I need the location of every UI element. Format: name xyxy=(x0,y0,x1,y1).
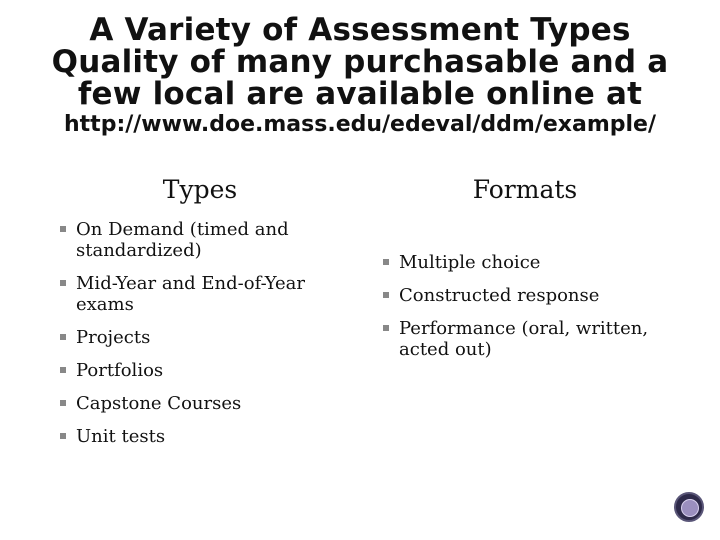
title-line-2: Quality of many purchasable and a xyxy=(51,44,669,80)
list-item xyxy=(383,318,683,360)
bullet-icon xyxy=(60,226,66,232)
title-line-1: A Variety of Assessment Types xyxy=(89,12,631,48)
list-item-text: Unit tests xyxy=(76,426,166,447)
list-item xyxy=(383,285,683,306)
types-list xyxy=(60,219,350,459)
title-line-3: few local are available online at xyxy=(77,76,643,112)
bullet-icon xyxy=(383,325,389,331)
list-item-text: Capstone Courses xyxy=(76,393,242,414)
slide-title xyxy=(0,14,720,138)
list-item xyxy=(60,426,350,447)
list-item xyxy=(60,219,350,261)
bullet-icon xyxy=(383,259,389,265)
formats-heading: Formats xyxy=(472,175,578,204)
formats-list xyxy=(383,252,683,372)
list-item-text: Constructed response xyxy=(399,285,600,306)
list-item xyxy=(383,252,683,273)
circle-button-icon xyxy=(681,499,699,517)
title-url: http://www.doe.mass.edu/edeval/ddm/example/ xyxy=(64,112,656,137)
bullet-icon xyxy=(60,367,66,373)
bullet-icon xyxy=(60,433,66,439)
list-item-text: Mid-Year and End-of-Year exams xyxy=(76,273,306,315)
bullet-icon xyxy=(60,280,66,286)
slide-nav-button[interactable] xyxy=(674,492,704,522)
types-heading: Types xyxy=(162,175,238,204)
bullet-icon xyxy=(60,334,66,340)
list-item xyxy=(60,327,350,348)
list-item xyxy=(60,273,350,315)
list-item-text: Portfolios xyxy=(76,360,164,381)
list-item-text: On Demand (timed and standardized) xyxy=(76,219,289,261)
bullet-icon xyxy=(60,400,66,406)
list-item xyxy=(60,360,350,381)
list-item-text: Multiple choice xyxy=(399,252,541,273)
bullet-icon xyxy=(383,292,389,298)
list-item-text: Performance (oral, written, acted out) xyxy=(399,318,649,360)
list-item xyxy=(60,393,350,414)
list-item-text: Projects xyxy=(76,327,151,348)
